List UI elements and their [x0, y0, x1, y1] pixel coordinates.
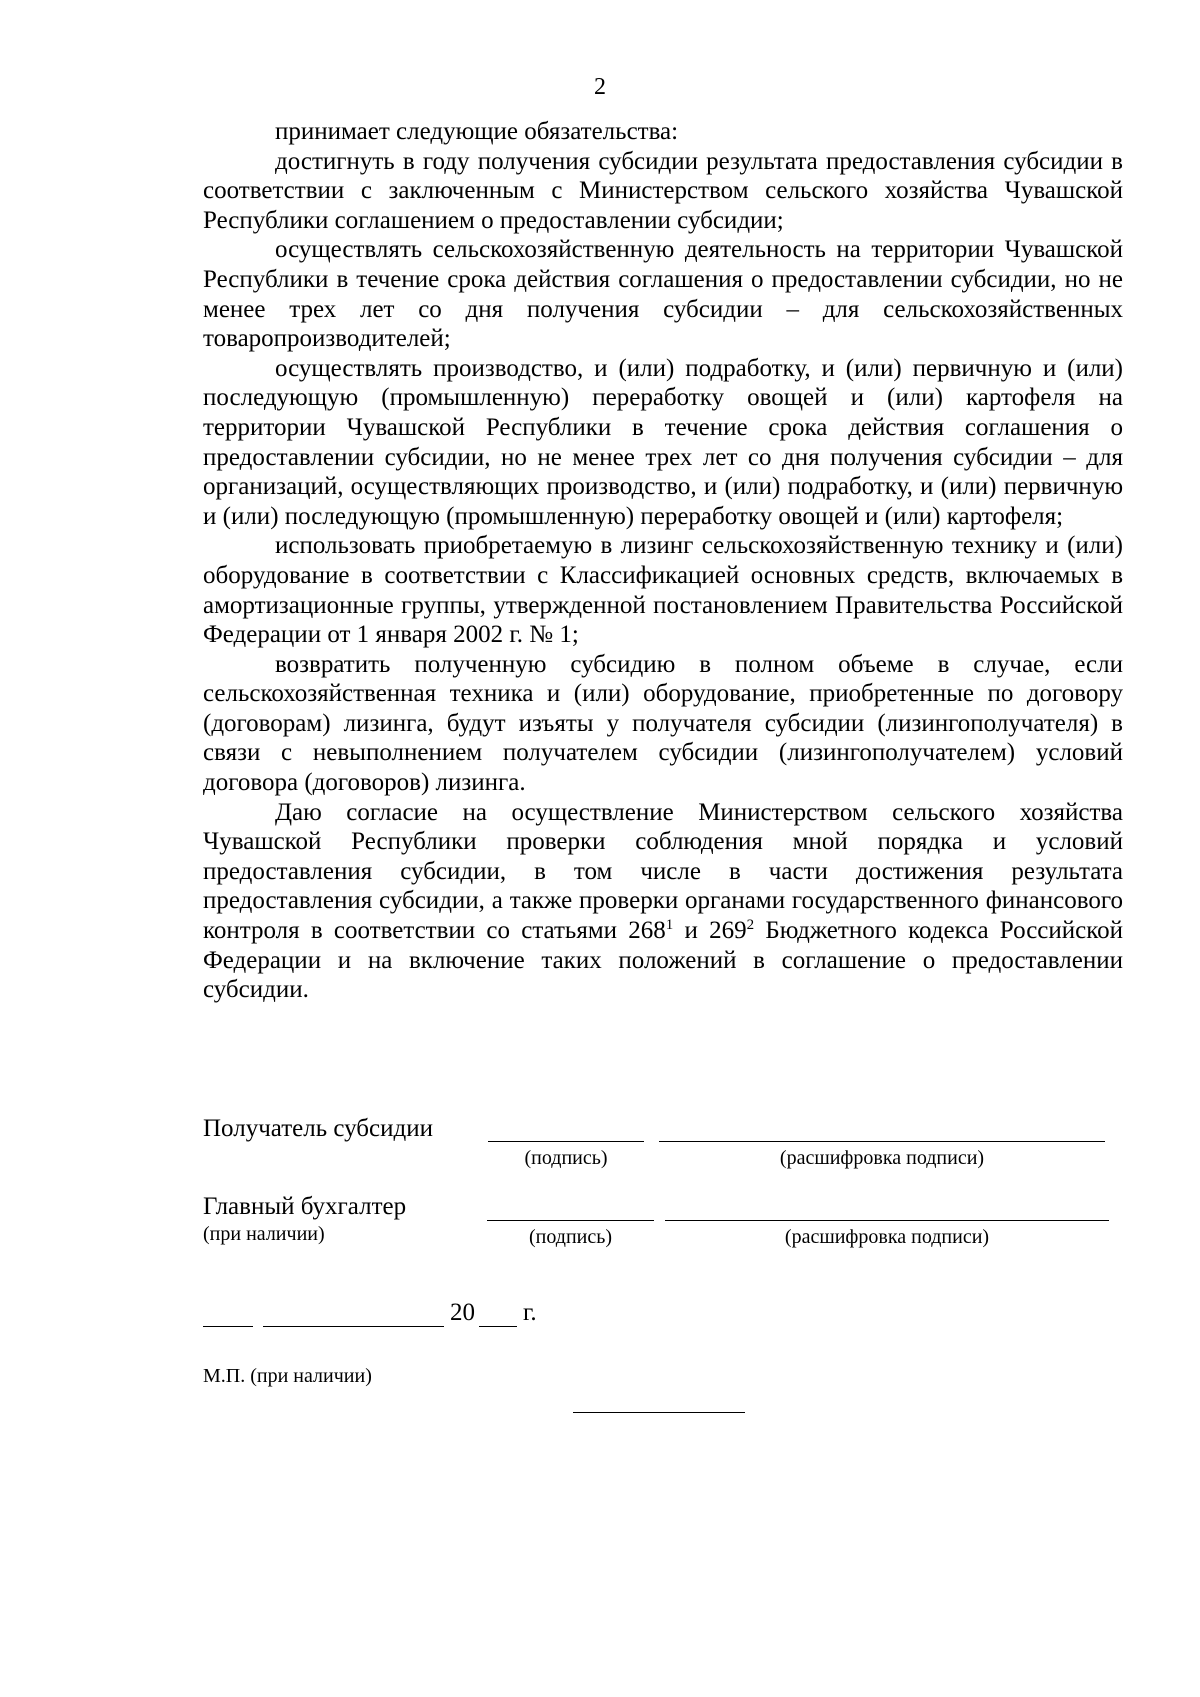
date-year-prefix: 20	[450, 1299, 475, 1326]
signature-caption: (подпись)	[528, 1226, 613, 1248]
accountant-sub-label: (при наличии)	[203, 1223, 325, 1245]
page-number: 2	[594, 74, 606, 100]
paragraph: возвратить полученную субсидию в полном объеме в случае, если сельскохозяйственная техника и (или) оборудование, приобретенные по договору (договорам) лизинга, будут изъяты у получателя субсидии (лизингополучателя) в связи с невыполнением получателем субсидии (лизингополучателем) условий договора (договоров) лизинга.	[203, 650, 1123, 797]
date-month-line	[263, 1326, 444, 1327]
consent-text-part1: Даю согласие на осуществление Министерством сельского хозяйства Чувашской Республики проверки соблюдения мной порядка и условий предоставления субсидии, в том числе в части достижения результата предоставления субсидии, а также проверки органами государственного финансового контроля в соответствии со статьями 268	[203, 798, 1123, 945]
date-year-line	[479, 1326, 517, 1327]
accountant-label: Главный бухгалтер	[203, 1193, 407, 1220]
consent-text-part2: и 269	[673, 917, 747, 945]
accountant-signature-line	[487, 1220, 654, 1221]
article-superscript: 1	[665, 917, 674, 934]
consent-paragraph	[203, 798, 1123, 1005]
consent-text-part3: Бюджетного кодекса Российской Федерации и на включение таких положений в соглашение о предоставлении субсидии.	[203, 917, 1124, 1004]
paragraph: осуществлять сельскохозяйственную деятельность на территории Чувашской Республики в течение срока действия соглашения о предоставлении субсидии, но не менее трех лет со дня получения субсидии – для сельскохозяйственных товаропроизводителей;	[203, 236, 1123, 353]
recipient-label: Получатель субсидии	[203, 1115, 433, 1142]
paragraph: принимает следующие обязательства:	[275, 118, 679, 145]
date-day-line	[203, 1326, 253, 1327]
paragraph: использовать приобретаемую в лизинг сельскохозяйственную технику и (или) оборудование в соответствии с Классификацией основных средств, включаемых в амортизационные группы, утвержденной постановлением Правительства Российской Федерации от 1 января 2002 г. № 1;	[203, 532, 1123, 649]
document-body	[203, 117, 1123, 1005]
article-superscript: 2	[746, 917, 755, 934]
signature-caption: (подпись)	[524, 1147, 608, 1169]
stamp-label: М.П. (при наличии)	[203, 1365, 372, 1387]
date-year-suffix: г.	[523, 1299, 537, 1326]
decoding-caption: (расшифровка подписи)	[779, 1147, 985, 1169]
accountant-decoding-line	[665, 1220, 1109, 1221]
recipient-decoding-line	[659, 1141, 1105, 1142]
decoding-caption: (расшифровка подписи)	[784, 1226, 990, 1248]
paragraph: осуществлять производство, и (или) подработку, и (или) первичную и (или) последующую (промышленную) переработку овощей и (или) картофеля на территории Чувашской Республики в течение срока действия соглашения о предоставлении субсидии, но не менее трех лет со дня получения субсидии – для организаций, осуществляющих производство, и (или) подработку, и (или) первичную и (или) последующую (промышленную) переработку овощей и (или) картофеля;	[203, 354, 1123, 530]
recipient-signature-line	[488, 1141, 644, 1142]
paragraph: достигнуть в году получения субсидии результата предоставления субсидии в соответствии с заключенным с Министерством сельского хозяйства Чувашской Республики соглашением о предоставлении субсидии;	[203, 147, 1123, 234]
end-divider	[573, 1412, 745, 1413]
